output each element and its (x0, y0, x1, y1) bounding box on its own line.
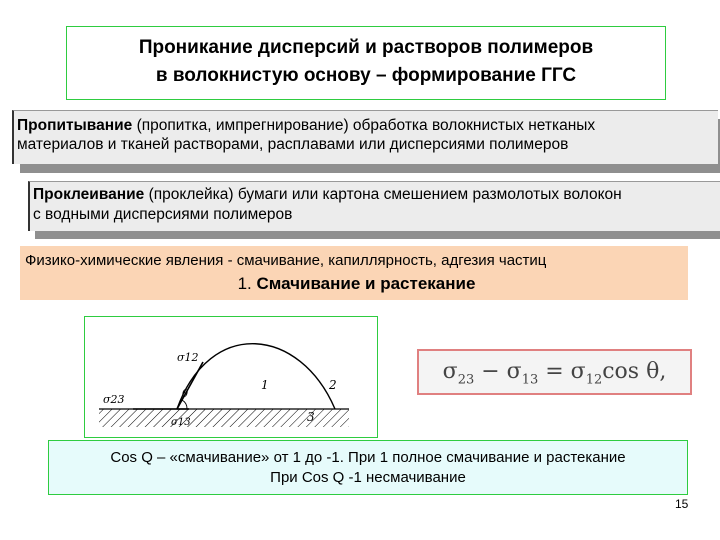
impregnation-definition (12, 110, 718, 164)
wetting-drop-figure (84, 316, 378, 438)
formula-sigma13: σ (506, 359, 522, 384)
formula-equals: = (538, 359, 571, 384)
sizing-line1-text: (проклейка) бумаги или картона смешением размолотых волокон (144, 186, 622, 203)
slide-title-line2: в волокнистую основу – формирование ГГС (155, 65, 577, 86)
cos-note (48, 440, 688, 495)
formula-sigma23-sub: 23 (457, 372, 475, 388)
formula-sigma12: σ (570, 359, 586, 384)
page-number: 15 (675, 497, 689, 511)
sizing-line2: с водными дисперсиями полимеров (33, 206, 293, 223)
young-equation (417, 349, 692, 395)
sizing-definition (28, 181, 720, 231)
phenomena-panel (20, 246, 688, 300)
solid-phase-label: 3 (307, 410, 315, 424)
sigma12-label: σ12 (177, 351, 199, 364)
contact-angle-arc (182, 400, 187, 409)
slide-title-line1: Проникание дисперсий и растворов полимеров (138, 37, 594, 58)
impregnation-line1-text: (пропитка, импрегнирование) обработка волокнистых нетканых (132, 117, 596, 134)
formula-minus: − (474, 359, 507, 384)
impregnation-term: Пропитывание (17, 117, 133, 134)
formula-cos: cos θ, (602, 359, 667, 384)
impregnation-line1 (17, 116, 718, 135)
gas-phase-label: 2 (329, 378, 337, 392)
wetting-heading-text: Смачивание и растекание (256, 274, 476, 293)
cos-note-line1: Cos Q – «смачивание» от 1 до -1. При 1 полное смачивание и растекание (110, 449, 626, 466)
wetting-heading-number: 1. (237, 274, 257, 293)
drop-outline (177, 344, 335, 409)
sizing-line1 (33, 185, 720, 205)
formula-sigma23: σ (442, 359, 458, 384)
formula-sigma12-sub: 12 (585, 372, 603, 388)
impregnation-line2: материалов и тканей растворами, расплавами или дисперсиями полимеров (17, 136, 569, 153)
phenomena-text: Физико-химические явления - смачивание, капиллярность, адгезия частиц (25, 252, 547, 269)
drop-diagram (85, 317, 377, 437)
cos-note-line2: При Cos Q -1 несмачивание (270, 469, 466, 486)
wetting-heading (25, 274, 688, 294)
theta-label: θ (182, 389, 189, 400)
drop-phase-label: 1 (261, 378, 269, 392)
sigma23-label: σ23 (103, 393, 125, 406)
sizing-term: Проклеивание (33, 186, 145, 203)
formula-sigma13-sub: 13 (521, 372, 539, 388)
slide-title (66, 26, 666, 100)
sigma12-vector (177, 362, 203, 409)
sigma13-label: σ13 (171, 417, 191, 428)
